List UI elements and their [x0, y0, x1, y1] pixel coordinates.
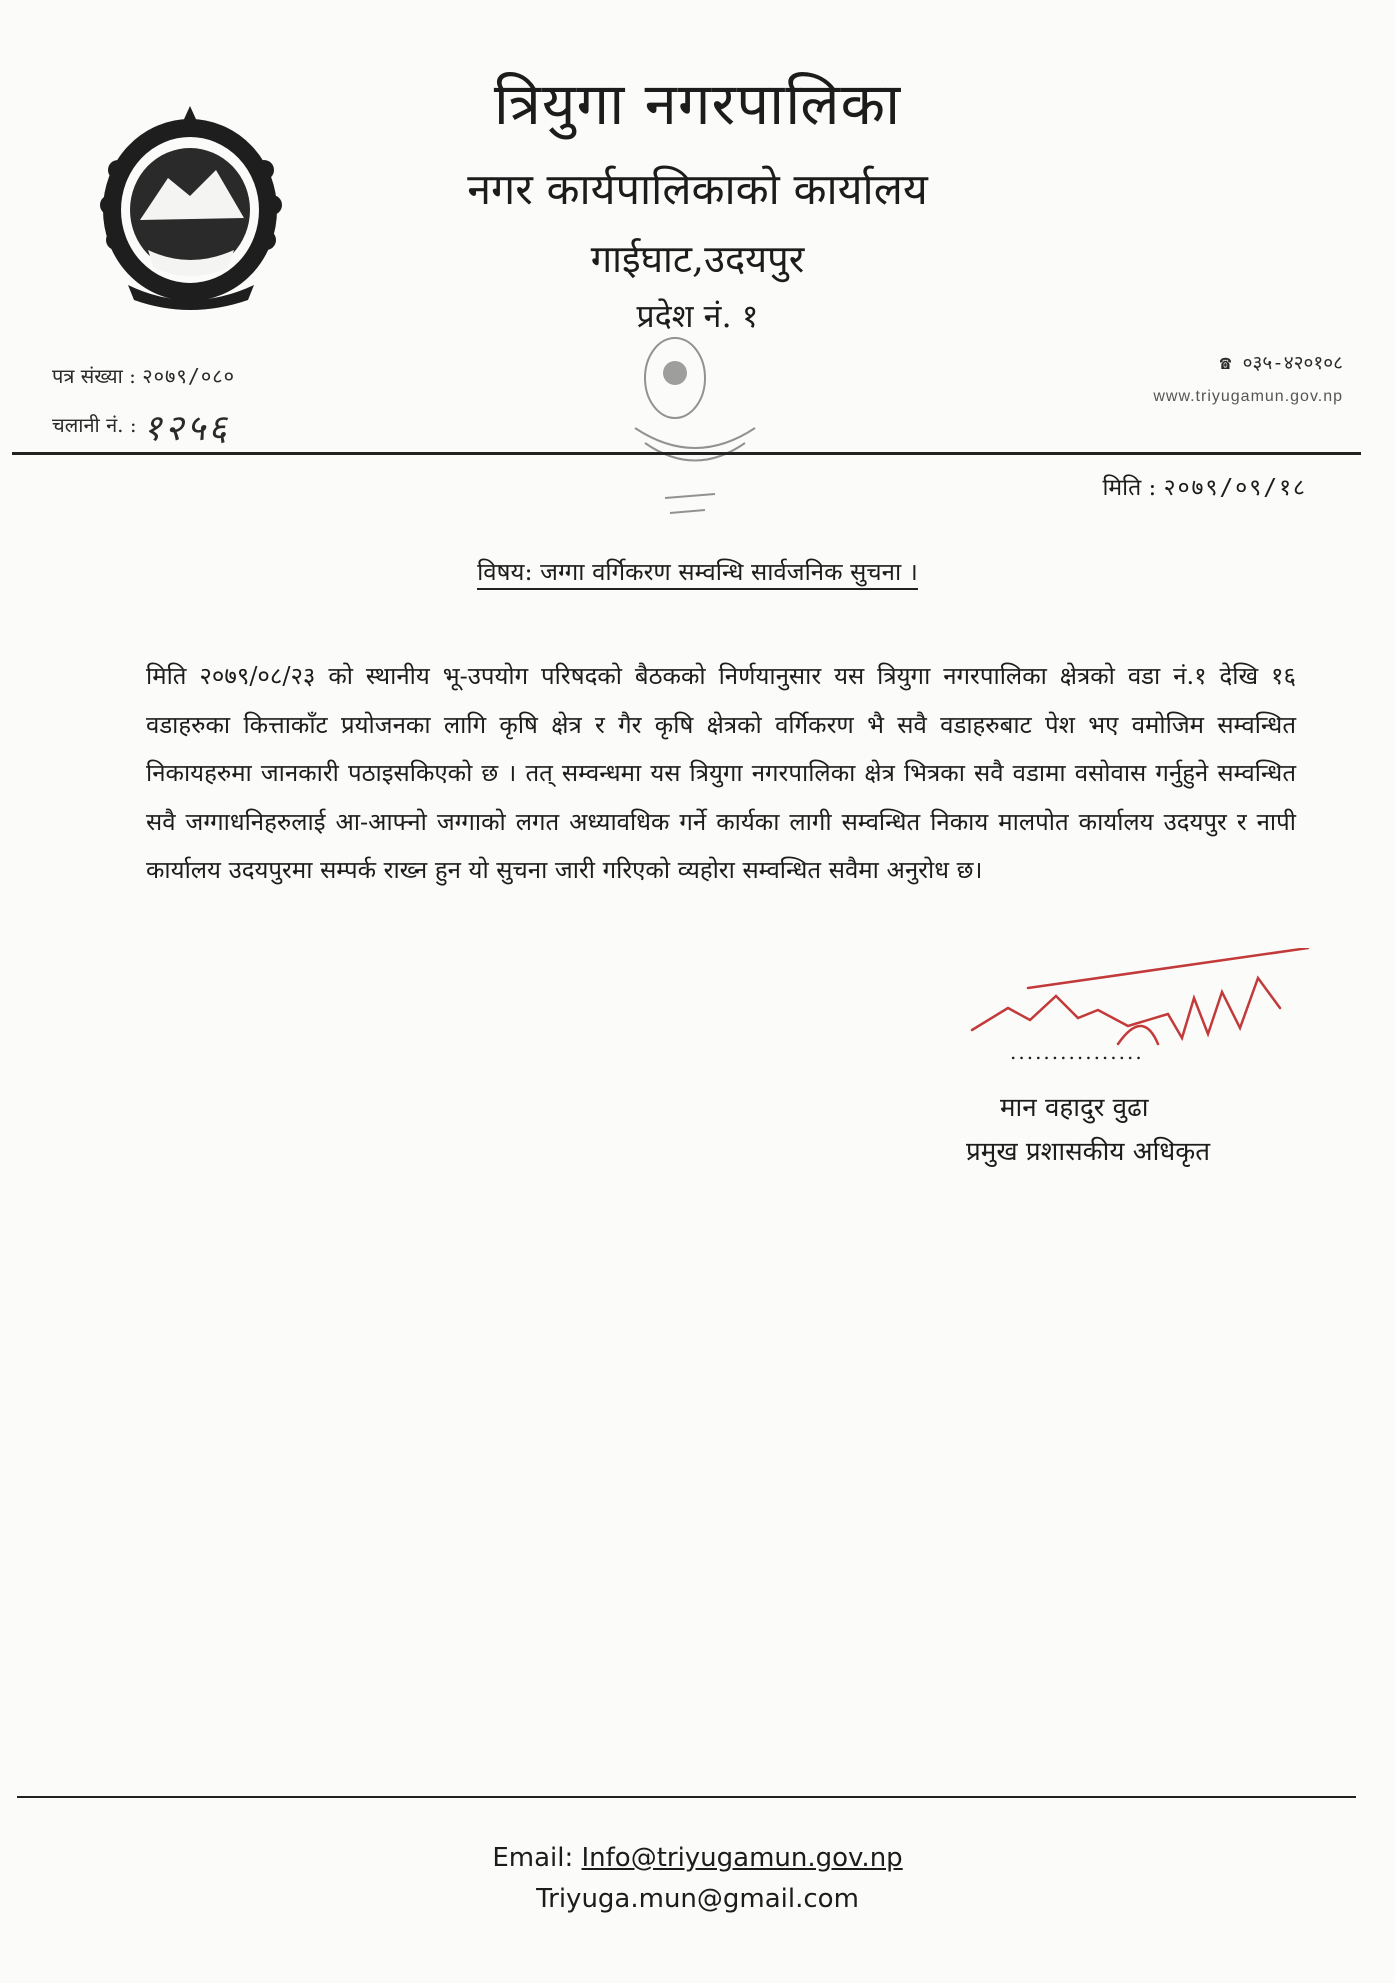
- footer-gmail[interactable]: Triyuga.mun@gmail.com: [536, 1884, 859, 1914]
- phone-number: ☎ ०३५-४२०१०८: [1219, 352, 1343, 374]
- email-label: Email:: [492, 1843, 574, 1873]
- notice-body: मिति २०७९/०८/२३ को स्थानीय भू-उपयोग परिषदको बैठकको निर्णयानुसार यस त्रियुगा नगरपालिका क्षेत्रको वडा नं.१ देखि १६ वडाहरुका कित्ताकाँट प्रयोजनका लागि कृषि क्षेत्र र गैर कृषि क्षेत्रको वर्गिकरण भै सवै वडाहरुबाट पेश भए वमोजिम सम्वन्धित निकायहरुमा जानकारी पठाइसकिएको छ । तत् सम्वन्धमा यस त्रियुगा नगरपालिका क्षेत्र भित्रका सवै वडामा वसोवास गर्नुहुने सम्वन्धित सवै जग्गाधनिहरुलाई आ-आफ्नो जग्गाको लगत अध्यावधिक गर्ने कार्यका लागी सम्वन्धित निकाय मालपोत कार्यालय उदयपुर र नापी कार्यालय उदयपुरमा सम्पर्क राख्न हुन यो सुचना जारी गरिएको व्यहोरा सम्वन्धित सवैमा अनुरोध छ।: [146, 662, 1296, 885]
- organization-name: त्रियुगा नगरपालिका: [493, 70, 902, 138]
- letter-date: [1102, 470, 1307, 502]
- website-link[interactable]: www.triyugamun.gov.np: [1153, 388, 1343, 405]
- subject-text: विषय: जग्गा वर्गिकरण सम्वन्धि सार्वजनिक सुचना ।: [477, 558, 918, 590]
- dispatch-value: १२५६: [143, 408, 230, 449]
- subject-line: [0, 555, 1395, 588]
- signatory-title: प्रमुख प्रशासकीय अधिकृत: [966, 1137, 1211, 1167]
- header-divider: [12, 452, 1361, 455]
- signature-dots: ................: [1010, 1040, 1144, 1064]
- dispatch-number: [52, 402, 230, 451]
- dispatch-label: चलानी नं. :: [52, 413, 137, 437]
- footer-email: [0, 1843, 1395, 1873]
- reference-value: २०७९/०८०: [142, 364, 236, 388]
- footer-divider: [17, 1796, 1356, 1798]
- office-stamp-icon: [595, 318, 795, 533]
- province-label: प्रदेश नं. १: [636, 297, 759, 335]
- email-link[interactable]: Info@triyugamun.gov.np: [581, 1843, 903, 1873]
- signatory-name: मान वहादुर वुढा: [1000, 1093, 1149, 1123]
- date-label: मिति :: [1102, 475, 1157, 501]
- reference-number: [52, 362, 235, 389]
- reference-label: पत्र संख्या :: [52, 364, 136, 388]
- office-address: गाईघाट,उदयपुर: [590, 237, 805, 281]
- date-value: २०७९/०९/१८: [1163, 475, 1307, 501]
- signature-scribble-icon: [968, 948, 1328, 1088]
- office-name: नगर कार्यपालिकाको कार्यालय: [467, 165, 928, 215]
